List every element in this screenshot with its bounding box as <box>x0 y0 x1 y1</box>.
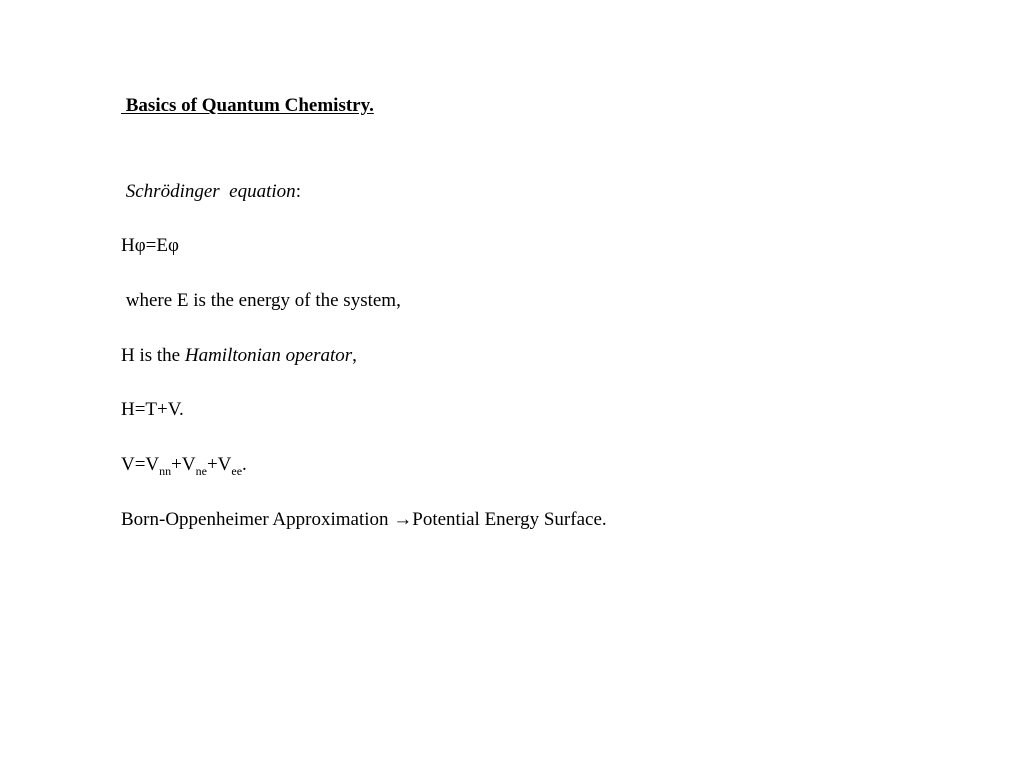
schrodinger-equation: Hφ=Eφ <box>121 235 179 256</box>
born-oppenheimer-result: Potential Energy Surface. <box>412 509 607 530</box>
potential-sub-ne: ne <box>195 464 207 478</box>
hamiltonian-prefix: H is the <box>121 345 185 366</box>
born-oppenheimer-text: Born-Oppenheimer Approximation <box>121 509 394 530</box>
hamiltonian-suffix: , <box>352 345 357 366</box>
potential-mid-1: +V <box>171 454 196 475</box>
energy-description: where E is the energy of the system, <box>121 290 401 311</box>
hamiltonian-description <box>121 344 357 368</box>
potential-equation <box>121 453 247 478</box>
schrodinger-colon: : <box>295 181 301 202</box>
schrodinger-heading <box>121 180 301 204</box>
potential-sub-ee: ee <box>231 464 243 478</box>
schrodinger-label: Schrödinger equation <box>121 181 296 202</box>
slide-title: Basics of Quantum Chemistry. <box>121 95 374 116</box>
born-oppenheimer-line <box>121 508 607 532</box>
potential-mid-2: +V <box>206 454 232 475</box>
potential-sub-nn: nn <box>159 464 172 478</box>
potential-lead: V=V <box>121 454 160 475</box>
hamiltonian-equation: H=T+V. <box>121 399 184 420</box>
hamiltonian-term: Hamiltonian operator <box>184 345 353 366</box>
potential-end: . <box>242 454 247 475</box>
arrow-icon: → <box>393 509 413 530</box>
